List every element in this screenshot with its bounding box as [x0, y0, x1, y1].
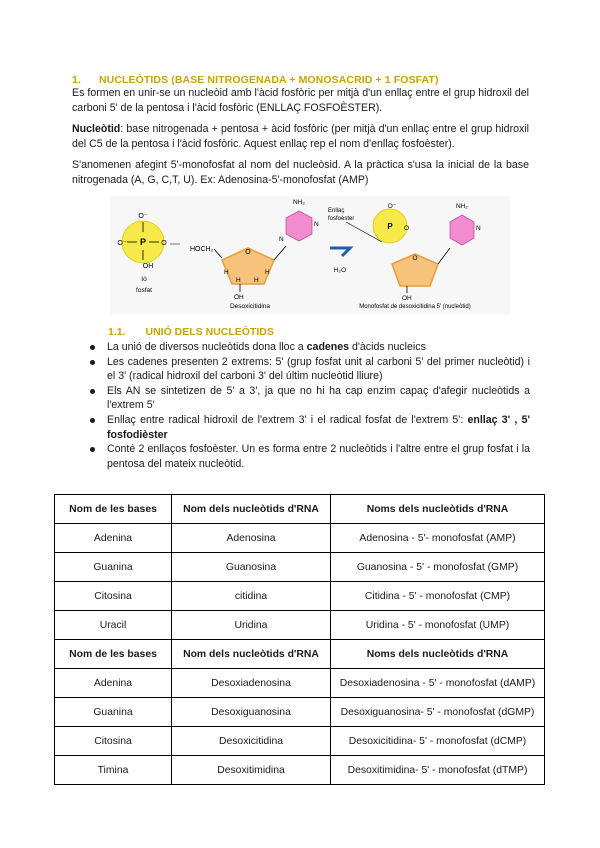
bond-label-1: Enllaç: [328, 208, 345, 214]
nucleotide-formation-diagram: [110, 196, 510, 314]
table-header-cell: Nom de les bases: [55, 640, 172, 669]
bound-ring-oxygen: O: [412, 255, 418, 262]
list-item: La unió de diversos nucleòtids dona lloc a cadenes d'àcids nucleics: [90, 340, 530, 355]
bullet-icon: [90, 345, 95, 350]
table-header-cell: Nom dels nucleòtids d'RNA: [172, 495, 331, 524]
table-header-row: [55, 495, 545, 524]
cytosine-base: [286, 211, 312, 241]
bullet-icon: [90, 418, 95, 423]
bound-phosphate-o-right: O: [404, 225, 410, 232]
table-header-cell: Noms dels nucleòtids d'RNA: [331, 495, 545, 524]
base-n: N: [279, 236, 284, 243]
bullet-icon: [90, 447, 95, 452]
section-number: 1.: [72, 74, 81, 86]
section-heading-1-1: [108, 326, 274, 338]
table-cell: Uracil: [55, 611, 172, 640]
left-molecule-name: Desoxicitidina: [229, 303, 271, 310]
phosphate-o-right: O: [161, 240, 167, 247]
hoch2-label: HOCH₂: [190, 246, 214, 253]
table-cell: Desoxitimidina- 5' - monofosfat (dTMP): [331, 756, 545, 785]
table-cell: Adenosina - 5'- monofosfat (AMP): [331, 524, 545, 553]
table-cell: Desoxicitidina: [172, 727, 331, 756]
list-item: Les cadenes presenten 2 extrems: 5' (grup fosfat unit al carboni 5' del primer nucleòtid) i el 3' (radical hidroxil del carboni 3' del últim nucleòtid lliure): [90, 355, 530, 384]
table-cell: Guanosina - 5' - monofosfat (GMP): [331, 553, 545, 582]
table-header-cell: Nom dels nucleòtids d'RNA: [172, 640, 331, 669]
table-cell: Adenosina: [172, 524, 331, 553]
phosphate-oh: OH: [142, 263, 154, 270]
base-n-2: N: [314, 221, 319, 228]
bound-base-n: N: [476, 225, 481, 232]
table-cell: Guanina: [55, 698, 172, 727]
table-cell: Uridina - 5' - monofosfat (UMP): [331, 611, 545, 640]
subsection-title: UNIÓ DELS NUCLEÒTIDS: [145, 326, 274, 338]
table-header-cell: Noms dels nucleòtids d'RNA: [331, 640, 545, 669]
table-cell: Adenina: [55, 524, 172, 553]
table-cell: Desoxiadenosina: [172, 669, 331, 698]
table-cell: Desoxitimidina: [172, 756, 331, 785]
table-cell: Desoxiguanosina- 5' - monofosfat (dGMP): [331, 698, 545, 727]
table-row: [55, 727, 545, 756]
table-cell: Desoxiguanosina: [172, 698, 331, 727]
section-heading-1: [72, 74, 542, 86]
section-title: NUCLEÒTIDS (BASE NITROGENADA + MONOSACRID + 1 FOSFAT): [98, 74, 439, 86]
table-cell: citidina: [172, 582, 331, 611]
list-item: Enllaç entre radical hidroxil de l'extrem 3' i el radical fosfat de l'extrem 5': enllaç 3' , 5' fosfodièster: [90, 413, 530, 442]
bullet-icon: [90, 360, 95, 365]
term-nucleotid: Nucleòtid: [72, 123, 121, 135]
subsection-number: 1.1.: [108, 326, 126, 338]
table-cell: Desoxicitidina- 5' - monofosfat (dCMP): [331, 727, 545, 756]
table-header-cell: Nom de les bases: [55, 495, 172, 524]
definition-text: : base nitrogenada + pentosa + àcid fosfòric (per mitjà d'un enllaç entre el grup hidroxil del C5 de la pentosa i l'àcid fosfòric. Aquest enllaç rep el nom d'enllaç fosfoèster).: [72, 123, 529, 150]
paragraph-formation: Es formen en unir-se un nucleòid amb l'àcid fosfòric per mitjà d'un enllaç entre el grup hidroxil del carboni 5' de la pentosa i l'àcid fosfòric (ENLLAÇ FOSFOÈSTER).: [72, 87, 529, 114]
table-row: [55, 756, 545, 785]
table-cell: Citosina: [55, 727, 172, 756]
table-cell: Guanina: [55, 553, 172, 582]
right-molecule-name: Monofosfat de desoxicitidina 5' (nucleòtid): [359, 304, 471, 310]
paragraph-naming: S'anomenen afegint 5'-monofosfat al nom del nucleòsid. A la pràctica s'usa la inicial de la base nitrogenada (A, G, C,T, U). Ex: Adenosina-5'-monofosfat (AMP): [72, 159, 529, 186]
bound-phosphate-o: O⁻: [387, 203, 397, 210]
table-row: [55, 669, 545, 698]
ring-oh: OH: [234, 294, 244, 301]
base-nh2: NH₂: [293, 199, 305, 206]
ring-h-4: H: [254, 277, 259, 284]
table-row: [55, 698, 545, 727]
table-cell: Guanosina: [172, 553, 331, 582]
table-row: [55, 611, 545, 640]
ring-oxygen: O: [245, 249, 251, 256]
label-io: Iò: [141, 276, 147, 283]
label-fosfat: fosfat: [136, 287, 152, 294]
nucleotide-names-table: [54, 494, 545, 785]
list-item: Els AN se sintetizen de 5' a 3', ja que no hi ha cap enzim capaç d'afegir nucleòtids a l'extrem 5': [90, 384, 530, 413]
water-label: H₂O: [333, 267, 347, 274]
table-cell: Desoxiadenosina - 5' - monofosfat (dAMP): [331, 669, 545, 698]
phosphate-o-top: O⁻: [138, 213, 148, 220]
bond-label-2: fosfoèster: [328, 216, 355, 222]
phosphate-o-left: O⁻: [117, 240, 127, 247]
table-row: [55, 553, 545, 582]
table-header-row: [55, 640, 545, 669]
ring-h-3: H: [236, 277, 241, 284]
table-cell: Citidina - 5' - monofosfat (CMP): [331, 582, 545, 611]
bound-cytosine-base: [450, 215, 474, 245]
phosphate-p-label: P: [139, 237, 147, 247]
table-cell: Adenina: [55, 669, 172, 698]
bullet-icon: [90, 389, 95, 394]
bound-ring-oh: OH: [402, 295, 412, 302]
bound-phosphate-p: P: [387, 222, 393, 231]
ring-h-2: H: [265, 269, 270, 276]
bound-base-nh2: NH₂: [456, 203, 468, 210]
list-item: Conté 2 enllaços fosfoèster. Un es forma entre 2 nucleòtids i l'altre entre el grup fosfat i la pentosa del mateix nucleòtid.: [90, 442, 530, 471]
table-cell: Uridina: [172, 611, 331, 640]
table-row: [55, 582, 545, 611]
figure-background: [110, 196, 510, 314]
bullet-list: [90, 340, 530, 471]
ring-h-1: H: [224, 269, 229, 276]
table-cell: Citosina: [55, 582, 172, 611]
table-row: [55, 524, 545, 553]
paragraph-nucleotide-definition: [72, 122, 529, 152]
table-cell: Timina: [55, 756, 172, 785]
